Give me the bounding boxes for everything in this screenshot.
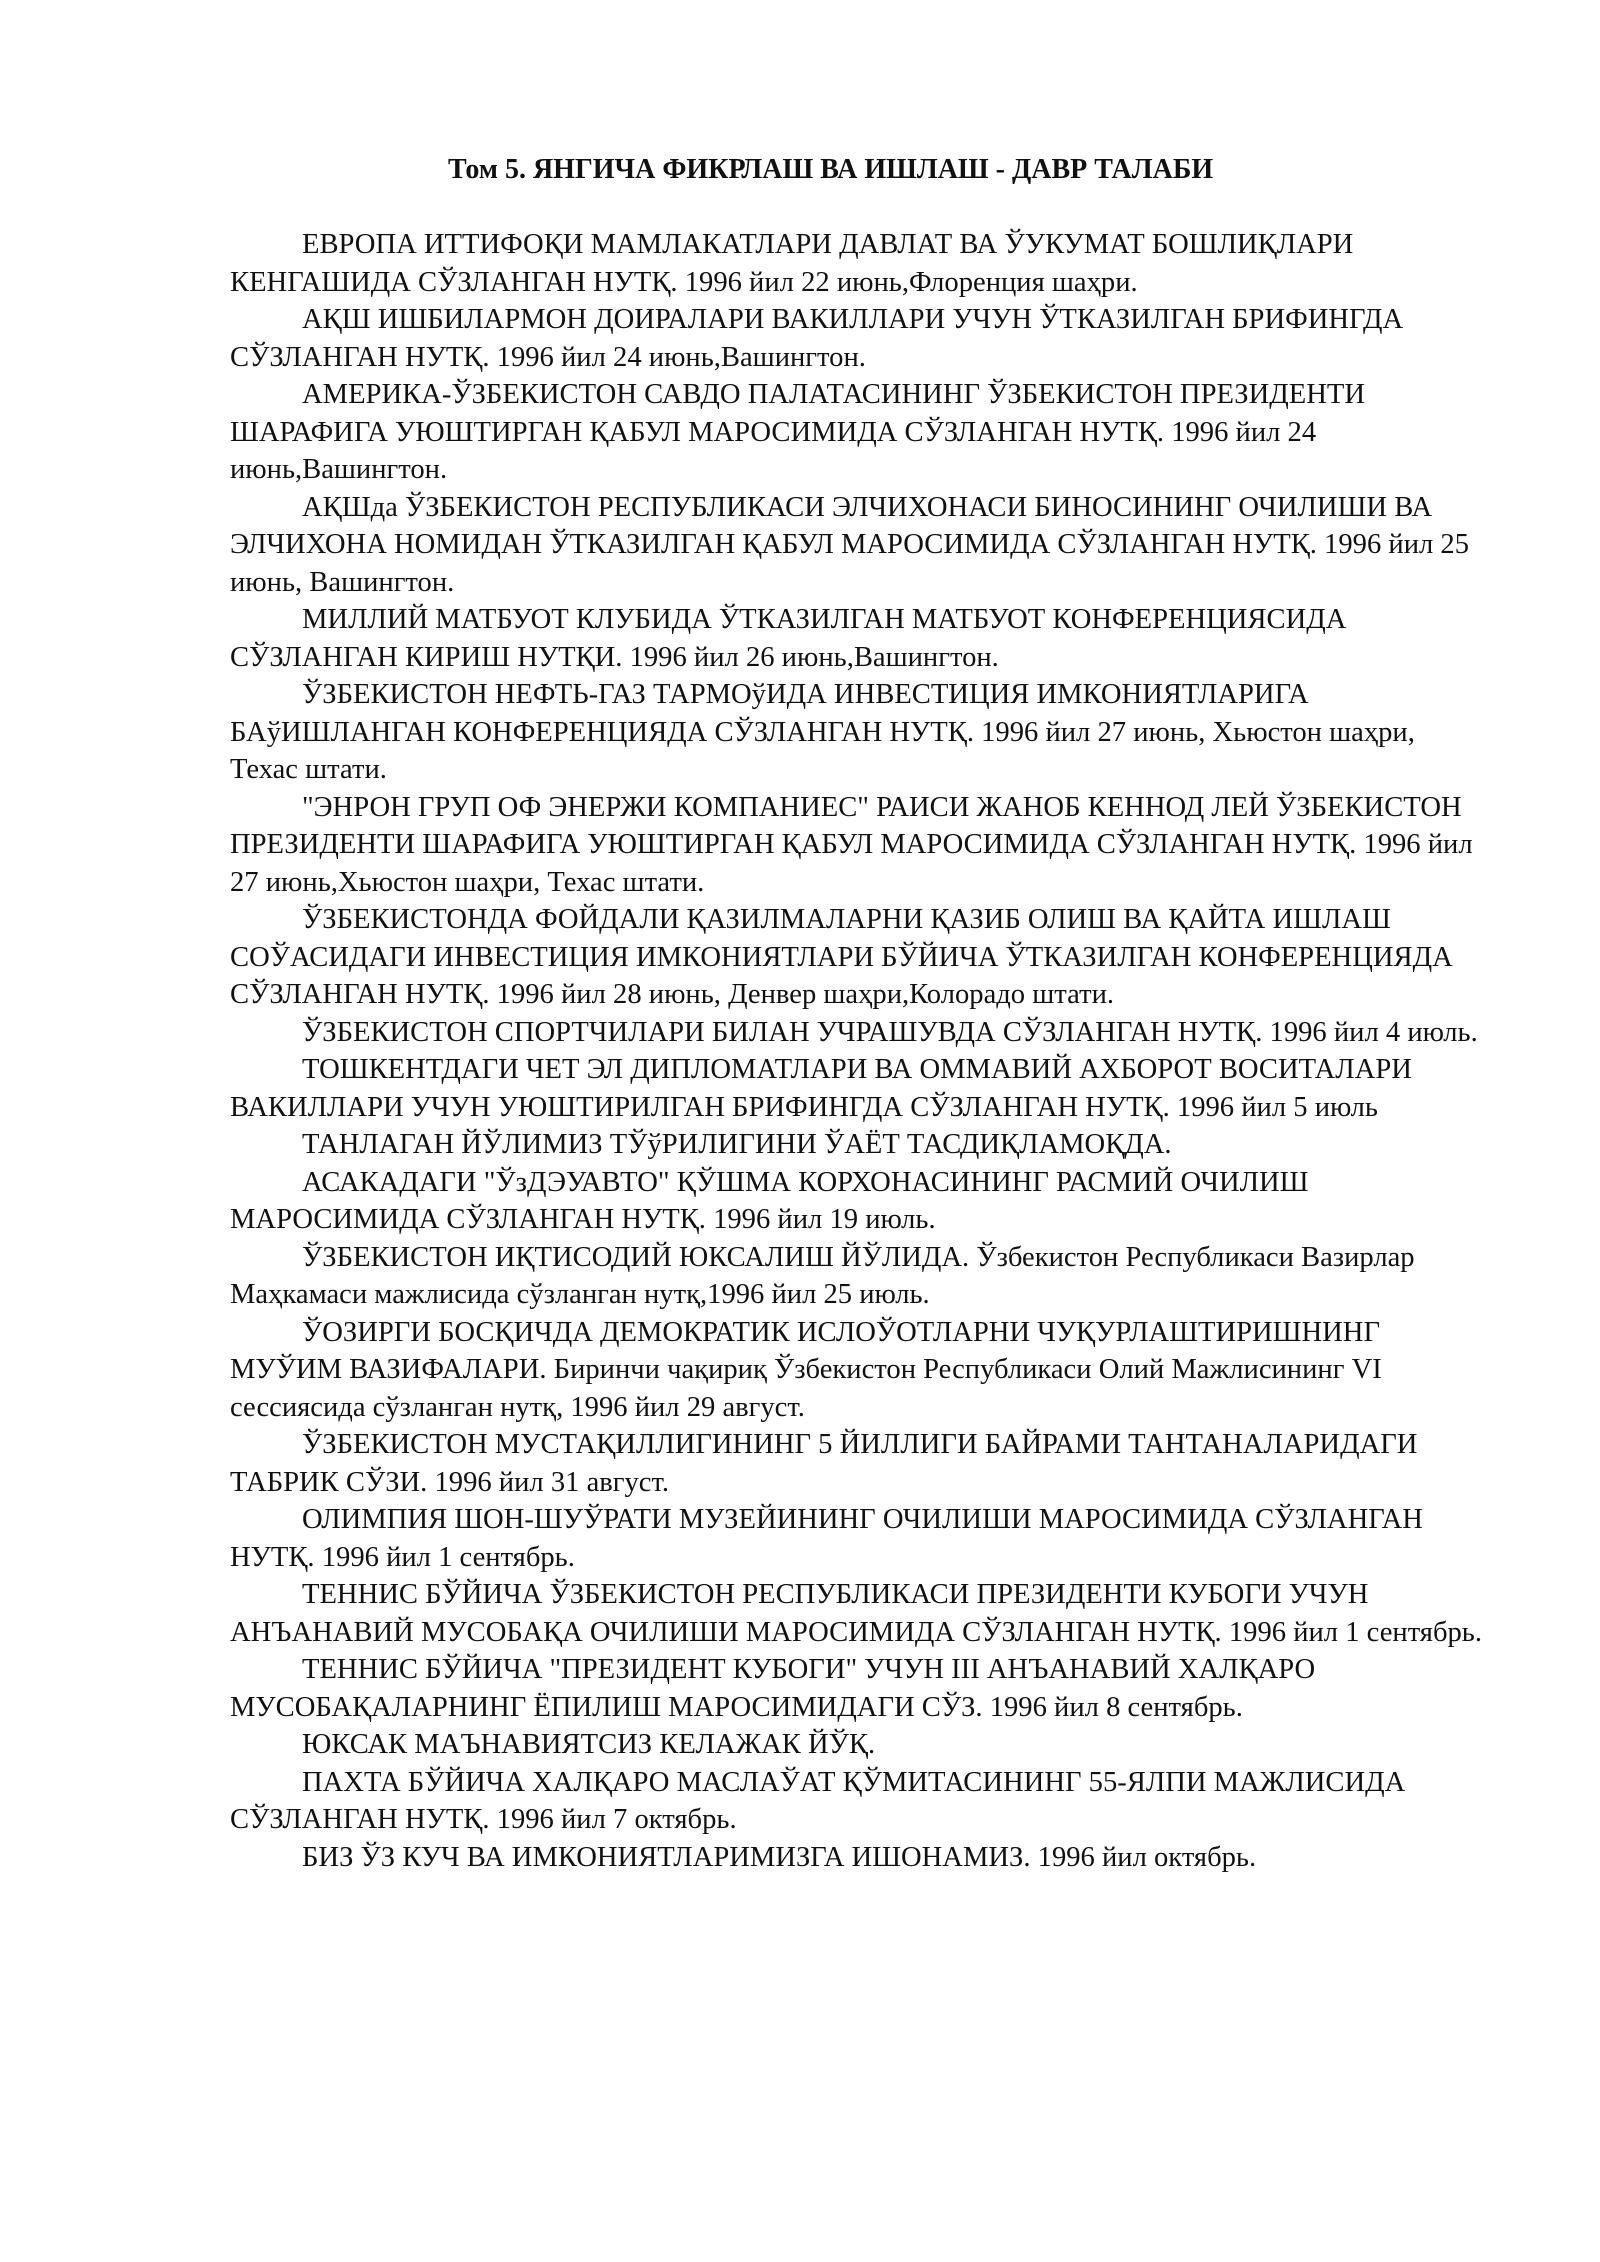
list-item: МИЛЛИЙ МАТБУОТ КЛУБИДА ЎТКАЗИЛГАН МАТБУОТ КОНФЕРЕНЦИЯСИДА СЎЗЛАНГАН КИРИШ НУТҚИ. 1996 йил 26 июнь,Вашингтон.: [230, 604, 1347, 673]
list-item: ЎОЗИРГИ БОСҚИЧДА ДЕМОКРАТИК ИСЛОЎОТЛАРНИ ЧУҚУРЛАШТИРИШНИНГ МУЎИМ ВАЗИФАЛАРИ. Биринчи чақириқ Ўзбекистон Республикаси Олий Мажлисининг VI сессиясида сўзланган нутқ, 1996 йил 29 август.: [230, 1316, 1382, 1423]
list-item: АҚШда ЎЗБЕКИСТОН РЕСПУБЛИКАСИ ЭЛЧИХОНАСИ БИНОСИНИНГ ОЧИЛИШИ ВА ЭЛЧИХОНА НОМИДАН ЎТКАЗИЛГАН ҚАБУЛ МАРОСИМИДА СЎЗЛАНГАН НУТҚ. 1996 йил 25 июнь, Вашингтон.: [230, 491, 1470, 598]
list-item: ЎЗБЕКИСТОН СПОРТЧИЛАРИ БИЛАН УЧРАШУВДА СЎЗЛАНГАН НУТҚ. 1996 йил 4 июль.: [302, 1016, 1478, 1048]
list-item: ЎЗБЕКИСТОН НЕФТЬ-ГАЗ ТАРМОўИДА ИНВЕСТИЦИЯ ИМКОНИЯТЛАРИГА БАўИШЛАНГАН КОНФЕРЕНЦИЯДА СЎЗЛАНГАН НУТҚ. 1996 йил 27 июнь, Хьюстон шаҳри, Техас штати.: [230, 679, 1415, 785]
list-item: ТЕННИС БЎЙИЧА "ПРЕЗИДЕНТ КУБОГИ" УЧУН III АНЪАНАВИЙ ХАЛҚАРО МУСОБАҚАЛАРНИНГ ЁПИЛИШ МАРОСИМИДАГИ СЎЗ. 1996 йил 8 сентябрь.: [230, 1654, 1316, 1723]
list-item: ТАНЛАГАН ЙЎЛИМИЗ ТЎўРИЛИГИНИ ЎАЁТ ТАСДИҚЛАМОҚДА.: [302, 1129, 1172, 1160]
list-item: ЎЗБЕКИСТОН МУСТАҚИЛЛИГИНИНГ 5 ЙИЛЛИГИ БАЙРАМИ ТАНТАНАЛАРИДАГИ ТАБРИК СЎЗИ. 1996 йил 31 август.: [230, 1429, 1418, 1498]
list-item: ЕВРОПА ИТТИФОҚИ МАМЛАКАТЛАРИ ДАВЛАТ ВА ЎУКУМАТ БОШЛИҚЛАРИ КЕНГАШИДА СЎЗЛАНГАН НУТҚ. 1996 йил 22 июнь,Флоренция шаҳри.: [230, 229, 1354, 298]
list-item: ОЛИМПИЯ ШОН-ШУЎРАТИ МУЗЕЙИНИНГ ОЧИЛИШИ МАРОСИМИДА СЎЗЛАНГАН НУТҚ. 1996 йил 1 сентябрь.: [230, 1504, 1423, 1573]
list-item: ЎЗБЕКИСТОНДА ФОЙДАЛИ ҚАЗИЛМАЛАРНИ ҚАЗИБ ОЛИШ ВА ҚАЙТА ИШЛАШ СОЎАСИДАГИ ИНВЕСТИЦИЯ ИМКОНИЯТЛАРИ БЎЙИЧА ЎТКАЗИЛГАН КОНФЕРЕНЦИЯДА СЎЗЛАНГАН НУТҚ. 1996 йил 28 июнь, Денвер шаҳри,Колорадо штати.: [230, 904, 1453, 1010]
list-item: "ЭНРОН ГРУП ОФ ЭНЕРЖИ КОМПАНИЕС" РАИСИ ЖАНОБ КЕННОД ЛЕЙ ЎЗБЕКИСТОН ПРЕЗИДЕНТИ ШАРАФИГА УЮШТИРГАН ҚАБУЛ МАРОСИМИДА СЎЗЛАНГАН НУТҚ. 1996 йил 27 июнь,Хьюстон шаҳри, Техас штати.: [230, 791, 1473, 898]
list-item: АМЕРИКА-ЎЗБЕКИСТОН САВДО ПАЛАТАСИНИНГ ЎЗБЕКИСТОН ПРЕЗИДЕНТИ ШАРАФИГА УЮШТИРГАН ҚАБУЛ МАРОСИМИДА СЎЗЛАНГАН НУТҚ. 1996 йил 24 июнь,Вашингтон.: [230, 379, 1366, 485]
list-item: АСАКАДАГИ "ЎзДЭУАВТО" ҚЎШМА КОРХОНАСИНИНГ РАСМИЙ ОЧИЛИШ МАРОСИМИДА СЎЗЛАНГАН НУТҚ. 1996 йил 19 июль.: [230, 1166, 1309, 1235]
document-title: Том 5. ЯНГИЧА ФИКРЛАШ ВА ИШЛАШ - ДАВР ТАЛАБИ: [448, 154, 1214, 185]
list-item: ТЕННИС БЎЙИЧА ЎЗБЕКИСТОН РЕСПУБЛИКАСИ ПРЕЗИДЕНТИ КУБОГИ УЧУН АНЪАНАВИЙ МУСОБАҚА ОЧИЛИШИ МАРОСИМИДА СЎЗЛАНГАН НУТҚ. 1996 йил 1 сентябрь.: [230, 1579, 1482, 1648]
list-item: АҚШ ИШБИЛАРМОН ДОИРАЛАРИ ВАКИЛЛАРИ УЧУН ЎТКАЗИЛГАН БРИФИНГДА СЎЗЛАНГАН НУТҚ. 1996 йил 24 июнь,Вашингтон.: [230, 304, 1404, 373]
list-item: ЮКСАК МАЪНАВИЯТСИЗ КЕЛАЖАК ЙЎҚ.: [302, 1729, 876, 1760]
list-item: ТОШКЕНТДАГИ ЧЕТ ЭЛ ДИПЛОМАТЛАРИ ВА ОММАВИЙ АХБОРОТ ВОСИТАЛАРИ ВАКИЛЛАРИ УЧУН УЮШТИРИЛГАН БРИФИНГДА СЎЗЛАНГАН НУТҚ. 1996 йил 5 июль: [230, 1054, 1412, 1123]
entry-list: [230, 226, 1490, 1876]
list-item: БИЗ ЎЗ КУЧ ВА ИМКОНИЯТЛАРИМИЗГА ИШОНАМИЗ. 1996 йил октябрь.: [302, 1841, 1257, 1873]
list-item: ЎЗБЕКИСТОН ИҚТИСОДИЙ ЮКСАЛИШ ЙЎЛИДА. Ўзбекистон Республикаси Вазирлар Маҳкамаси мажлисида сўзланган нутқ,1996 йил 25 июль.: [230, 1241, 1415, 1310]
list-item: ПАХТА БЎЙИЧА ХАЛҚАРО МАСЛАЎАТ ҚЎМИТАСИНИНГ 55-ЯЛПИ МАЖЛИСИДА СЎЗЛАНГАН НУТҚ. 1996 йил 7 октябрь.: [230, 1766, 1406, 1835]
